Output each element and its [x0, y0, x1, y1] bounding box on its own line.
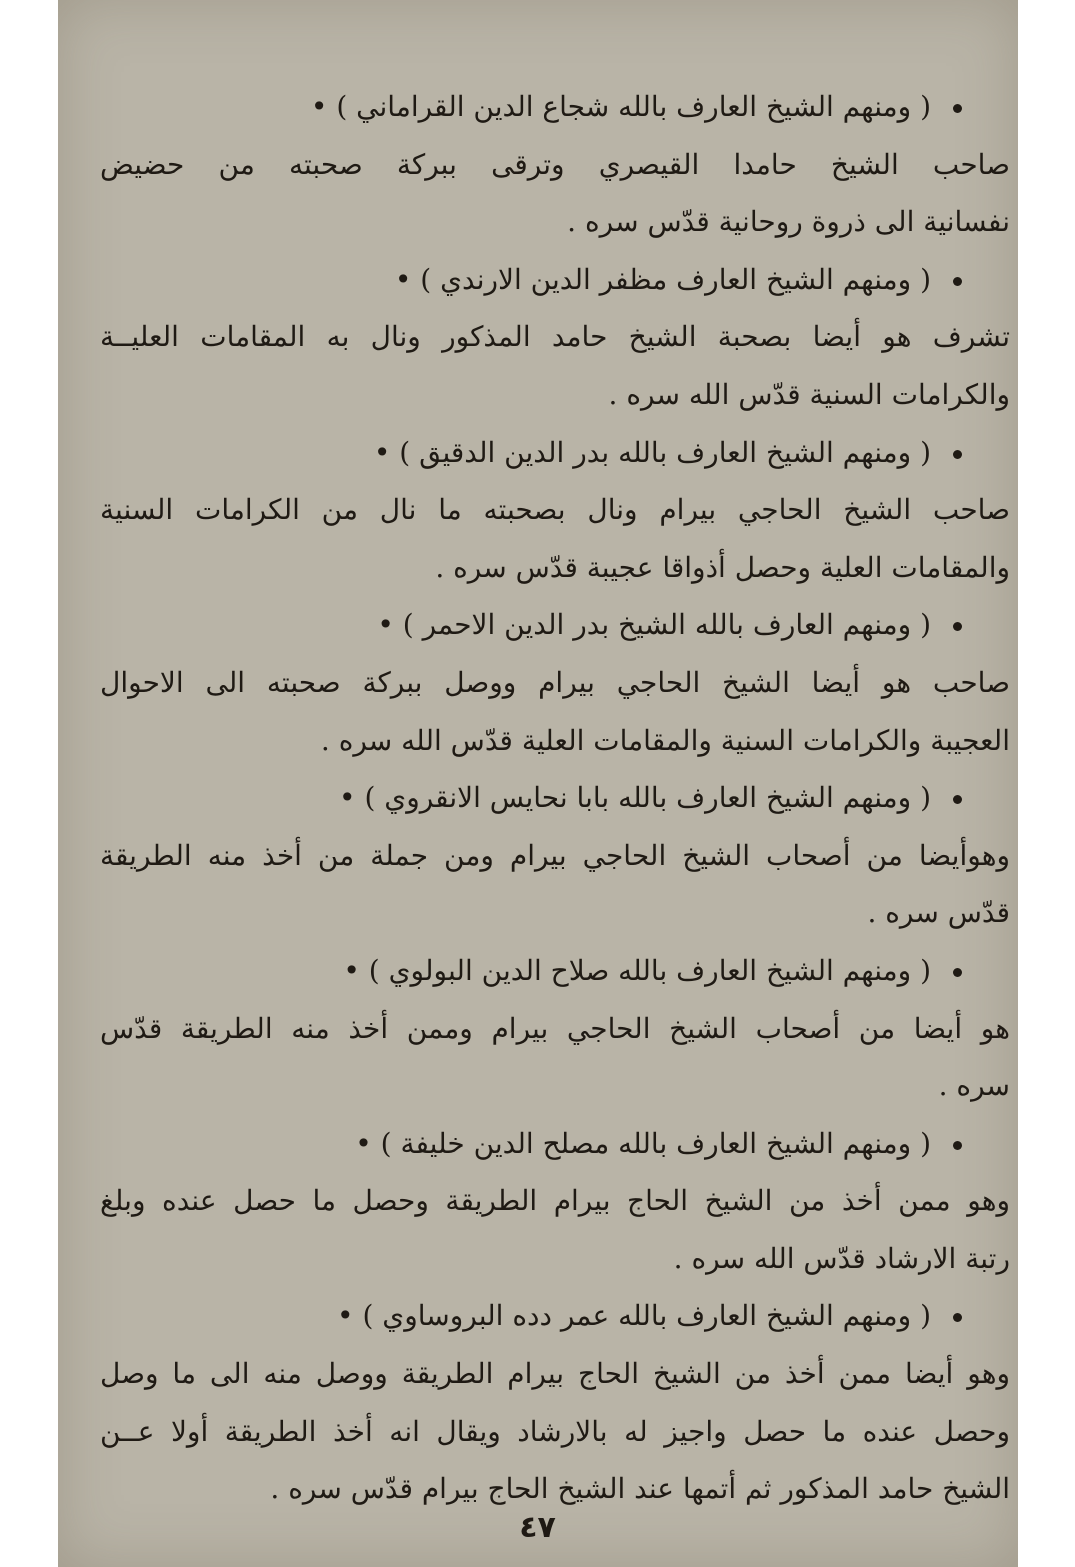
page-number: ٤٧ — [519, 1510, 556, 1545]
body-line: صاحب الشيخ حامدا القيصري وترقى ببركة صحبته من حضيض — [100, 147, 1010, 181]
bullet-icon: • — [339, 781, 356, 815]
bullet-icon — [953, 1141, 962, 1150]
bullet-icon: • — [377, 608, 394, 642]
section-heading: ( ومنهم الشيخ العارف بالله عمر دده البروساوي ) • — [100, 1287, 1010, 1345]
body-line: قدّس سره . — [867, 896, 1010, 930]
bullet-icon: • — [343, 953, 360, 987]
bullet-icon: • — [373, 435, 391, 469]
body-line: وهو ممن أخذ من الشيخ الحاج بيرام الطريقة وحصل ما حصل عنده وبلغ — [100, 1184, 1010, 1218]
bullet-icon: • — [310, 90, 328, 123]
body-line: تشرف هو أيضا بصحبة الشيخ حامد المذكور ونال به المقامات العليــة — [100, 320, 1010, 354]
bullet-icon — [953, 1313, 962, 1322]
body-line: والمقامات العلية وحصل أذواقا عجيبة قدّس سره . — [435, 550, 1010, 584]
section-heading: ( ومنهم الشيخ العارف بالله صلاح الدين البولوي ) • — [100, 942, 1010, 1000]
bullet-icon — [953, 968, 962, 977]
body-line: والكرامات السنية قدّس الله سره . — [608, 377, 1010, 411]
body-line: سره . — [938, 1069, 1010, 1103]
body-line: الشيخ حامد المذكور ثم أتمها عند الشيخ الحاج بيرام قدّس سره . — [270, 1472, 1010, 1506]
section-heading: ( ومنهم العارف بالله الشيخ بدر الدين الاحمر ) • — [100, 596, 1010, 654]
body-line: نفسانية الى ذروة روحانية قدّس سره . — [567, 205, 1010, 239]
body-line: العجيبة والكرامات السنية والمقامات العلية قدّس الله سره . — [320, 723, 1010, 757]
bullet-icon: • — [394, 262, 412, 296]
body-line: رتبة الارشاد قدّس الله سره . — [673, 1241, 1010, 1275]
body-line: صاحب الشيخ الحاجي بيرام ونال بصحبته ما نال من الكرامات السنية — [100, 493, 1010, 527]
body-line: صاحب هو أيضا الشيخ الحاجي بيرام ووصل ببركة صحبته الى الاحوال — [100, 665, 1010, 699]
bullet-icon: • — [355, 1126, 372, 1160]
bullet-icon — [953, 795, 962, 804]
section-heading: ( ومنهم الشيخ العارف بالله شجاع الدين القراماني ) • — [100, 78, 1010, 136]
section-heading: ( ومنهم الشيخ العارف بالله مصلح الدين خليفة ) • — [100, 1115, 1010, 1173]
bullet-icon — [953, 104, 962, 113]
section-heading: ( ومنهم الشيخ العارف بالله بابا نحايس الانقروي ) • — [100, 769, 1010, 827]
body-line: وهوأيضا من أصحاب الشيخ الحاجي بيرام ومن جملة من أخذ منه الطريقة — [100, 838, 1010, 872]
section-heading: ( ومنهم الشيخ العارف مظفر الدين الارندي ) • — [100, 251, 1010, 309]
section-heading: ( ومنهم الشيخ العارف بالله بدر الدين الدقيق ) • — [100, 424, 1010, 482]
page-body — [100, 78, 1010, 1518]
bullet-icon — [953, 277, 962, 286]
bullet-icon — [953, 450, 962, 459]
body-line: وهو أيضا ممن أخذ من الشيخ الحاج بيرام الطريقة ووصل منه الى ما وصل — [100, 1357, 1010, 1391]
bullet-icon: • — [337, 1299, 354, 1333]
body-line: وحصل عنده ما حصل واجيز له بالارشاد ويقال انه أخذ الطريقة أولا عــن — [100, 1414, 1010, 1448]
body-line: هو أيضا من أصحاب الشيخ الحاجي بيرام وممن أخذ منه الطريقة قدّس — [100, 1011, 1010, 1045]
bullet-icon — [953, 622, 962, 631]
